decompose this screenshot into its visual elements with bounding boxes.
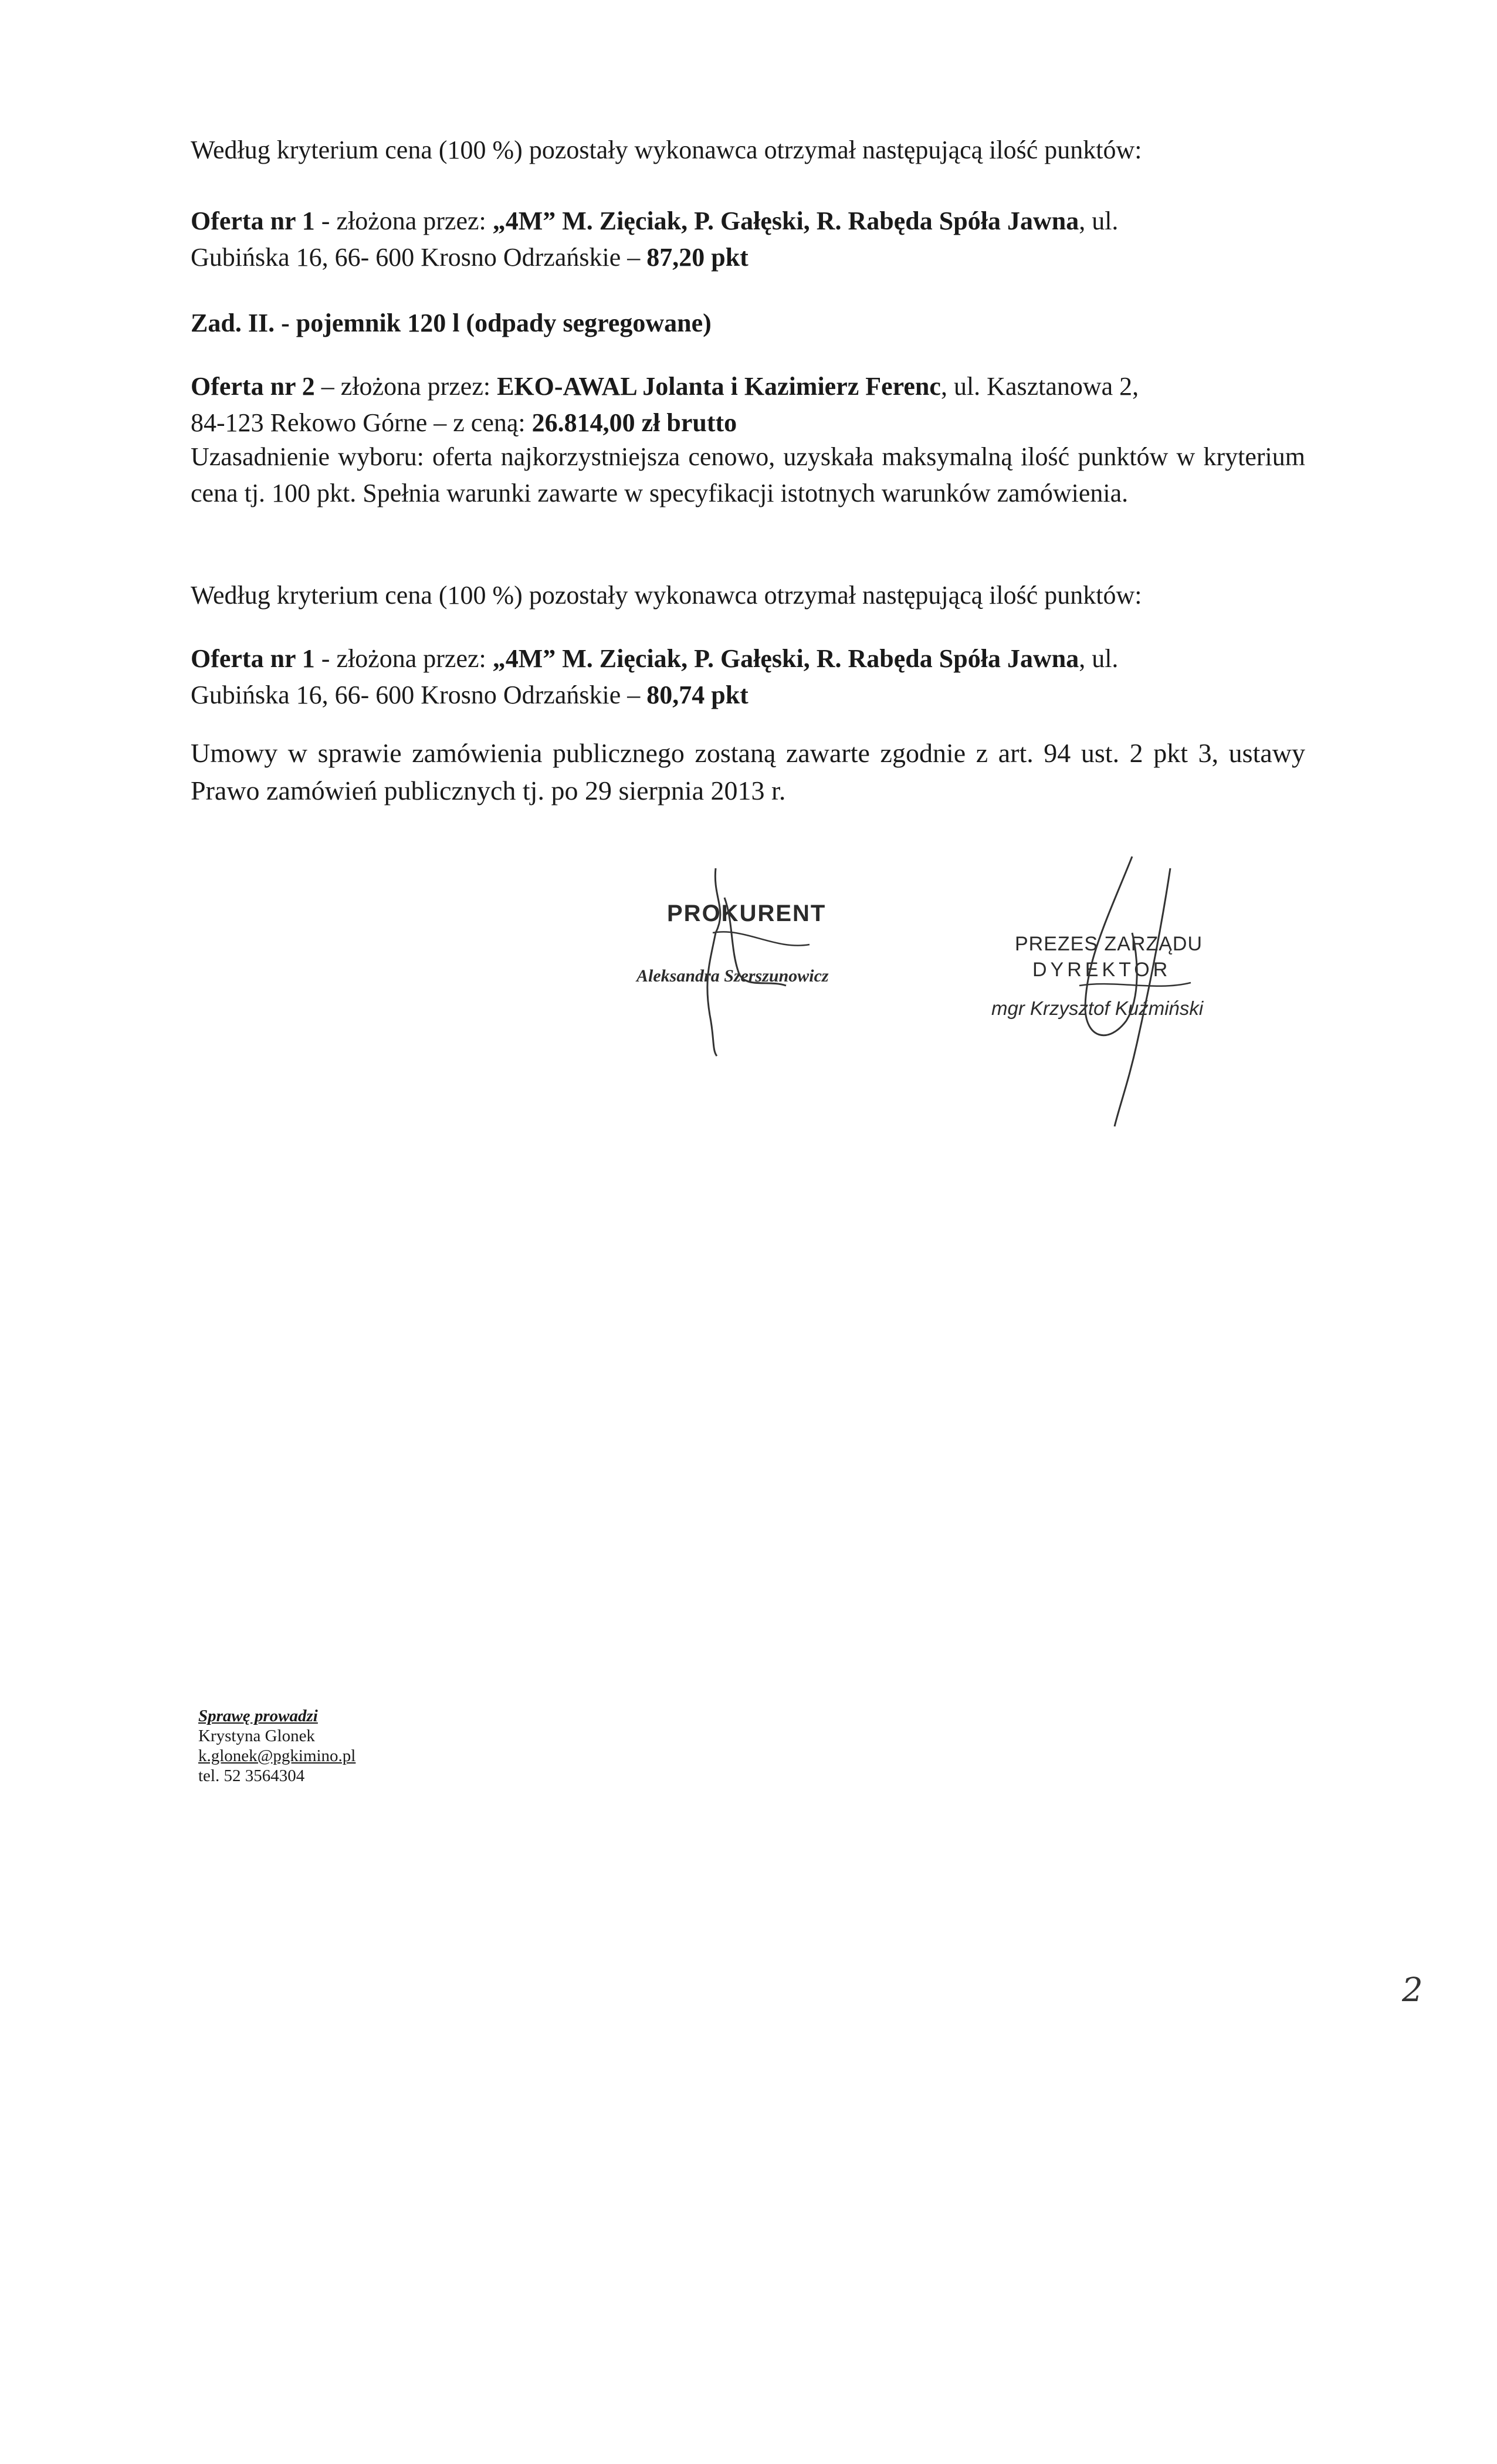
offer-points: 87,20 pkt bbox=[646, 243, 749, 272]
offer-number: Oferta nr 1 bbox=[191, 207, 315, 235]
offer-address-b: Gubińska 16, 66- 600 Krosno Odrzańskie – bbox=[191, 681, 647, 709]
offer-number: Oferta nr 2 bbox=[191, 372, 315, 401]
offer-submitted-by: – złożona przez: bbox=[314, 372, 497, 401]
case-handler-title: Sprawę prowadzi bbox=[198, 1707, 318, 1725]
offer-address-b: 84-123 Rekowo Górne – z ceną: bbox=[191, 408, 532, 437]
offer-address-a: , ul. Kasztanowa 2, bbox=[940, 372, 1139, 401]
signature-left bbox=[692, 862, 845, 1062]
justification-text: Uzasadnienie wyboru: oferta najkorzystniejsza cenowo, uzyskała maksymalną ilość punktów w kryterium cena tj. 100 pkt. Spełnia warunki zawarte w specyfikacji istotnych warunków zamówienia. bbox=[191, 442, 1305, 507]
offer-company: EKO-AWAL Jolanta i Kazimierz Ferenc bbox=[497, 372, 941, 401]
offer-points: 80,74 pkt bbox=[646, 681, 749, 709]
criterion-line-1 bbox=[191, 132, 1305, 168]
offer-price: 26.814,00 zł brutto bbox=[531, 408, 737, 437]
offer-company: „4M” M. Zięciak, P. Gałęski, R. Rabęda Spóła Jawna bbox=[492, 207, 1079, 235]
criterion-text: Według kryterium cena (100 %) pozostały wykonawca otrzymał następującą ilość punktów: bbox=[191, 581, 1142, 610]
stamp-line-1: PREZES ZARZĄDU bbox=[1015, 933, 1203, 955]
stamp-title: PROKURENT bbox=[667, 901, 827, 926]
signature-right bbox=[1044, 845, 1232, 1150]
offer-submitted-by: - złożona przez: bbox=[314, 207, 493, 235]
case-handler-email[interactable]: k.glonek@pgkimino.pl bbox=[198, 1747, 356, 1765]
offer-1-second bbox=[191, 641, 1305, 713]
offer-company: „4M” M. Zięciak, P. Gałęski, R. Rabęda Spóła Jawna bbox=[492, 644, 1079, 673]
justification bbox=[191, 439, 1305, 512]
criterion-text: Według kryterium cena (100 %) pozostały wykonawca otrzymał następującą ilość punktów: bbox=[191, 136, 1142, 164]
case-handler-name: Krystyna Glonek bbox=[198, 1727, 315, 1745]
stamp-line-2: DYREKTOR bbox=[1032, 959, 1171, 981]
offer-2 bbox=[191, 368, 1305, 441]
offer-address-b: Gubińska 16, 66- 600 Krosno Odrzańskie – bbox=[191, 243, 647, 272]
case-handler-block bbox=[198, 1706, 355, 1786]
section-heading-text: Zad. II. - pojemnik 120 l (odpady segregowane) bbox=[191, 309, 712, 337]
section-heading bbox=[191, 305, 1305, 341]
offer-1-first bbox=[191, 203, 1305, 276]
stamp-name: Aleksandra Szerszunowicz bbox=[636, 966, 829, 986]
criterion-line-2 bbox=[191, 577, 1305, 614]
case-handler-phone: tel. 52 3564304 bbox=[198, 1766, 305, 1785]
page-number: 2 bbox=[1402, 1971, 1423, 2009]
contracts-note-text: Umowy w sprawie zamówienia publicznego zostaną zawarte zgodnie z art. 94 ust. 2 pkt 3, ustawy Prawo zamówień publicznych tj. po 29 sierpnia 2013 r. bbox=[191, 738, 1305, 805]
offer-number: Oferta nr 1 bbox=[191, 644, 315, 673]
contracts-note bbox=[191, 735, 1305, 810]
stamp-name: mgr Krzysztof Kuźmiński bbox=[991, 997, 1204, 1019]
offer-address-a: , ul. bbox=[1079, 207, 1119, 235]
offer-submitted-by: - złożona przez: bbox=[314, 644, 493, 673]
offer-address-a: , ul. bbox=[1079, 644, 1119, 673]
